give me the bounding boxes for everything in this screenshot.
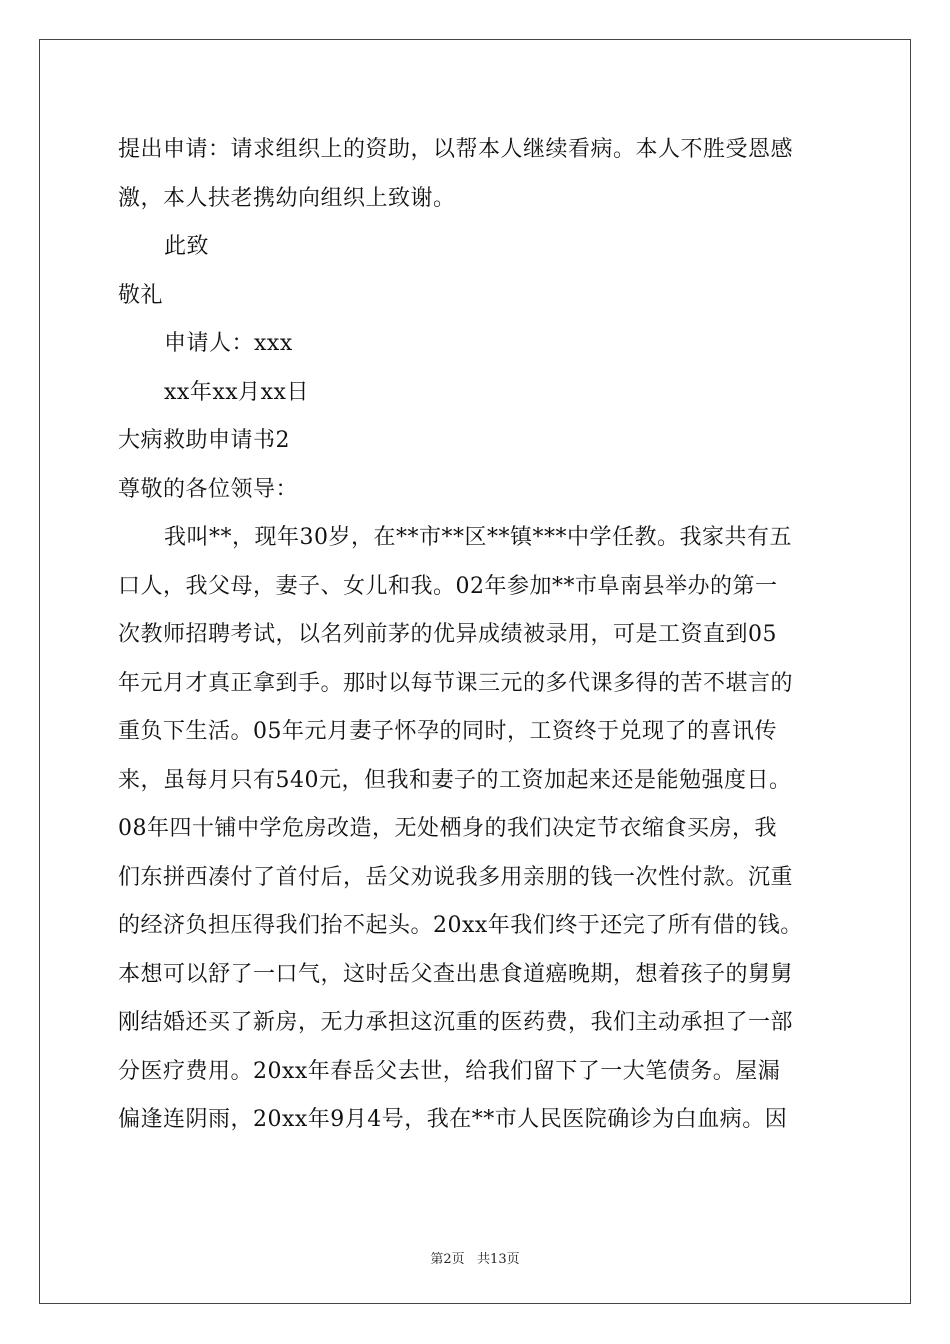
text-line: 年元月才真正拿到手。那时以每节课三元的多代课多得的苦不堪言的 [118,670,794,696]
text-line: 偏逢连阴雨，20xx年9月4号，我在**市人民医院确诊为白血病。因 [118,1107,788,1132]
text-line: 大病救助申请书2 [118,428,290,453]
text-line: 激，本人扶老携幼向组织上致谢。 [118,185,456,211]
text-line: 次教师招聘考试，以名列前茅的优异成绩被录用，可是工资直到05 [118,622,777,647]
text-line: 口人，我父母，妻子、女儿和我。02年参加**市阜南县举办的第一 [118,573,778,599]
text-line: 我叫**，现年30岁，在**市**区**镇***中学任教。我家共有五 [164,525,792,550]
text-line: 申请人：xxx [164,331,293,356]
document-body [118,126,838,1145]
text-line: 提出申请：请求组织上的资助，以帮本人继续看病。本人不胜受恩感 [118,137,794,162]
text-line: 尊敬的各位领导： [118,476,299,502]
text-line: 刚结婚还买了新房，无力承担这沉重的医药费，我们主动承担了一部 [118,1010,794,1035]
text-line: 敬礼 [118,282,164,308]
text-line: 08年四十铺中学危房改造，无处栖身的我们决定节衣缩食买房，我 [118,816,777,841]
text-line: 重负下生活。05年元月妻子怀孕的同时，工资终于兑现了的喜讯传 [118,719,777,744]
text-line: 分医疗费用。20xx年春岳父去世，给我们留下了一大笔债务。屋漏 [118,1058,781,1084]
text-line: 来，虽每月只有540元，但我和妻子的工资加起来还是能勉强度日。 [118,767,792,793]
text-line: xx年xx月xx日 [164,379,309,405]
text-line: 的经济负担压得我们抬不起头。20xx年我们终于还完了所有借的钱。 [118,913,803,938]
page-footer: 第2页 共13页 [430,1252,520,1267]
text-line: 此致 [164,234,210,259]
text-line: 们东拼西凑付了首付后，岳父劝说我多用亲朋的钱一次性付款。沉重 [118,864,794,890]
text-line: 本想可以舒了一口气，这时岳父查出患食道癌晚期，想着孩子的舅舅 [118,961,794,987]
